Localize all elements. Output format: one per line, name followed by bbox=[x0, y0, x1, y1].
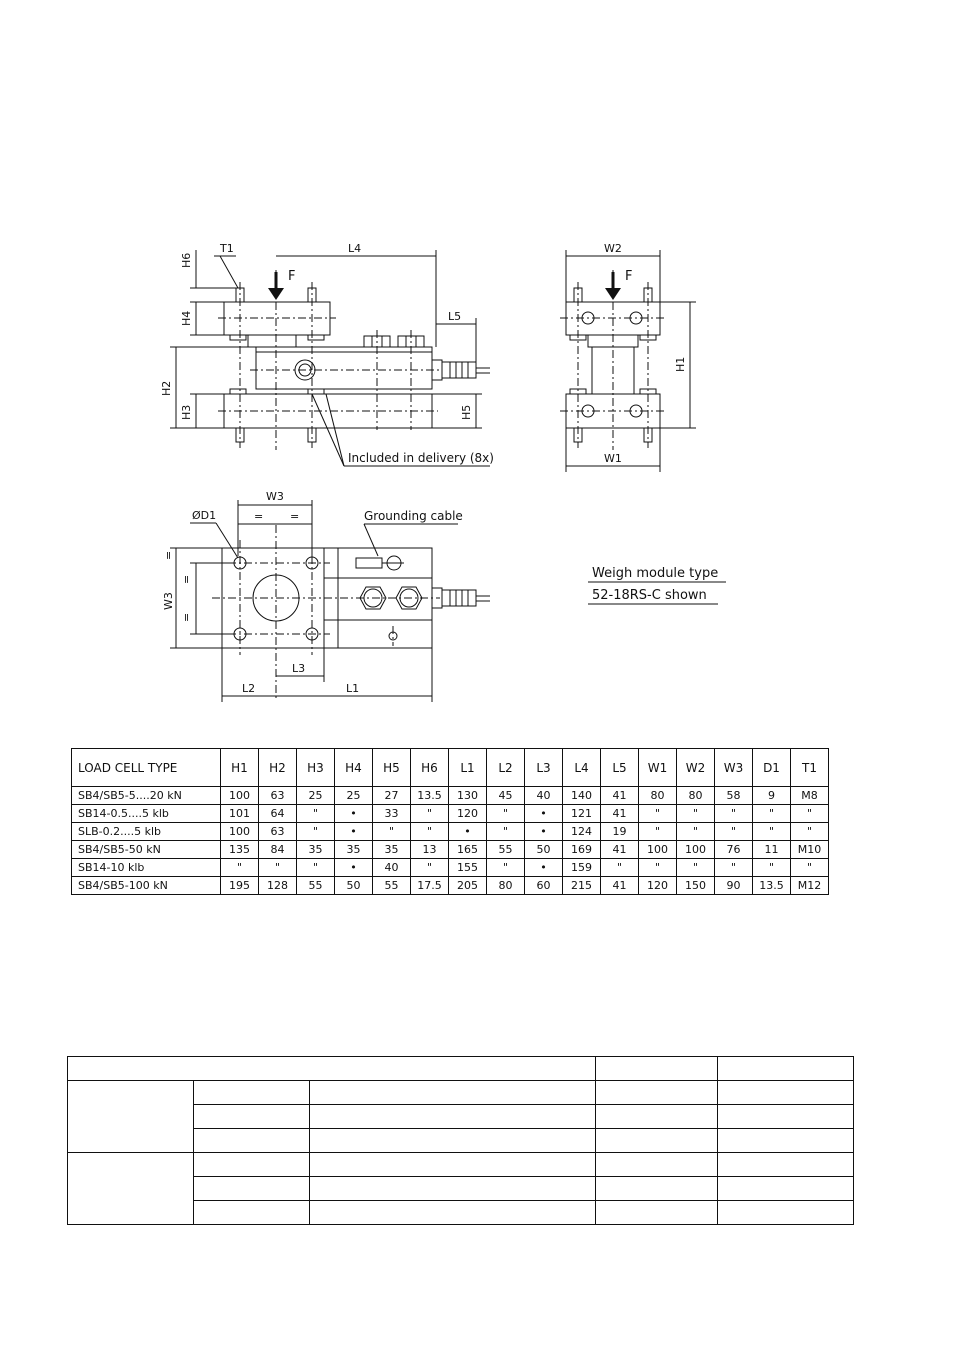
dimension-cell: 120 bbox=[639, 877, 677, 895]
dimension-cell: 41 bbox=[601, 787, 639, 805]
dimension-cell: 41 bbox=[601, 841, 639, 859]
dimension-cell: 215 bbox=[563, 877, 601, 895]
dimension-cell: 25 bbox=[335, 787, 373, 805]
dimension-cell: " bbox=[259, 859, 297, 877]
label-w3-side: W3 bbox=[162, 592, 175, 610]
table-cell bbox=[194, 1105, 310, 1129]
dimension-cell: 25 bbox=[297, 787, 335, 805]
label-l5: L5 bbox=[448, 310, 462, 323]
dimension-cell: " bbox=[753, 805, 791, 823]
table-cell bbox=[310, 1201, 596, 1225]
dimension-cell: " bbox=[373, 823, 411, 841]
label-h2: H2 bbox=[160, 380, 173, 396]
label-h5: H5 bbox=[460, 404, 473, 420]
dimension-cell: 45 bbox=[487, 787, 525, 805]
label-grounding: Grounding cable bbox=[364, 509, 463, 523]
table-cell bbox=[596, 1105, 718, 1129]
table-cell bbox=[310, 1177, 596, 1201]
table-cell bbox=[68, 1153, 194, 1225]
dimension-cell: " bbox=[715, 805, 753, 823]
table-cell bbox=[310, 1081, 596, 1105]
table-row bbox=[72, 877, 829, 895]
table-cell bbox=[596, 1057, 718, 1081]
dimension-cell: • bbox=[525, 823, 563, 841]
table-cell bbox=[194, 1081, 310, 1105]
dimension-cell: • bbox=[449, 823, 487, 841]
load-cell-type-cell: SB4/SB5-100 kN bbox=[72, 877, 221, 895]
dimension-cell: " bbox=[297, 823, 335, 841]
header-cell: H5 bbox=[373, 749, 411, 787]
table-cell bbox=[718, 1153, 854, 1177]
dimensions-header-row bbox=[72, 749, 829, 787]
table-cell bbox=[596, 1129, 718, 1153]
header-cell: H1 bbox=[221, 749, 259, 787]
dimension-cell: " bbox=[411, 805, 449, 823]
dimension-cell: 13.5 bbox=[753, 877, 791, 895]
dimension-cell: " bbox=[715, 859, 753, 877]
dimension-cell: 140 bbox=[563, 787, 601, 805]
dimension-cell: M10 bbox=[791, 841, 829, 859]
dimension-cell: " bbox=[487, 823, 525, 841]
dimension-cell: 17.5 bbox=[411, 877, 449, 895]
dimension-cell: • bbox=[525, 805, 563, 823]
dimension-cell: 11 bbox=[753, 841, 791, 859]
label-eq3: = bbox=[162, 550, 175, 560]
label-w3-top: W3 bbox=[266, 490, 284, 503]
dimensions-body bbox=[72, 787, 829, 895]
dimension-cell: 13.5 bbox=[411, 787, 449, 805]
front-view bbox=[170, 250, 490, 466]
header-cell: W1 bbox=[639, 749, 677, 787]
dimensions-table bbox=[71, 748, 829, 895]
dimension-cell: " bbox=[639, 805, 677, 823]
header-cell: L1 bbox=[449, 749, 487, 787]
dimension-cell: 40 bbox=[373, 859, 411, 877]
table-cell bbox=[194, 1153, 310, 1177]
table-cell bbox=[194, 1129, 310, 1153]
label-h4: H4 bbox=[180, 310, 193, 326]
dimension-cell: 150 bbox=[677, 877, 715, 895]
label-eq4: = bbox=[180, 574, 193, 584]
table-row bbox=[72, 805, 829, 823]
dimension-cell: 41 bbox=[601, 877, 639, 895]
dimension-cell: 63 bbox=[259, 787, 297, 805]
label-l3: L3 bbox=[292, 662, 306, 675]
dimension-cell: 35 bbox=[335, 841, 373, 859]
dimension-cell: " bbox=[677, 859, 715, 877]
dimension-cell: " bbox=[411, 859, 449, 877]
table-row bbox=[72, 859, 829, 877]
load-cell-type-cell: SB4/SB5-50 kN bbox=[72, 841, 221, 859]
table-cell bbox=[718, 1201, 854, 1225]
dimension-cell: " bbox=[297, 805, 335, 823]
label-h1: H1 bbox=[674, 356, 687, 372]
dimension-cell: " bbox=[791, 859, 829, 877]
dimension-cell: " bbox=[639, 859, 677, 877]
header-cell: H3 bbox=[297, 749, 335, 787]
label-included: Included in delivery (8x) bbox=[348, 451, 494, 465]
load-cell-type-cell: SB4/SB5-5....20 kN bbox=[72, 787, 221, 805]
table-row bbox=[68, 1081, 854, 1105]
label-l4: L4 bbox=[348, 242, 362, 255]
label-eq2: = bbox=[290, 510, 300, 523]
dimension-cell: " bbox=[601, 859, 639, 877]
table-cell bbox=[718, 1129, 854, 1153]
table-row bbox=[68, 1153, 854, 1177]
label-h3: H3 bbox=[180, 404, 193, 420]
table-cell bbox=[596, 1081, 718, 1105]
table-cell bbox=[68, 1057, 596, 1081]
dimension-cell: 165 bbox=[449, 841, 487, 859]
header-cell: L5 bbox=[601, 749, 639, 787]
dimension-cell: • bbox=[335, 823, 373, 841]
table-cell bbox=[596, 1201, 718, 1225]
dimension-cell: " bbox=[715, 823, 753, 841]
table-cell bbox=[596, 1153, 718, 1177]
dimension-cell: " bbox=[221, 859, 259, 877]
table-cell bbox=[718, 1081, 854, 1105]
label-l1: L1 bbox=[346, 682, 360, 695]
table-cell bbox=[718, 1105, 854, 1129]
label-w1: W1 bbox=[604, 452, 622, 465]
dimension-cell: 124 bbox=[563, 823, 601, 841]
dimension-cell: 41 bbox=[601, 805, 639, 823]
table-cell bbox=[310, 1105, 596, 1129]
table-cell bbox=[194, 1201, 310, 1225]
dimension-cell: 76 bbox=[715, 841, 753, 859]
header-cell: H2 bbox=[259, 749, 297, 787]
table-cell bbox=[194, 1177, 310, 1201]
table-cell bbox=[596, 1177, 718, 1201]
dimension-cell: 33 bbox=[373, 805, 411, 823]
header-cell: W2 bbox=[677, 749, 715, 787]
label-eq5: = bbox=[180, 612, 193, 622]
dimension-cell: " bbox=[639, 823, 677, 841]
label-f2: F bbox=[625, 269, 633, 284]
load-cell-type-cell: SB14-0.5....5 klb bbox=[72, 805, 221, 823]
blank-form-table bbox=[67, 1056, 854, 1225]
dimension-cell: 101 bbox=[221, 805, 259, 823]
dimension-cell: 205 bbox=[449, 877, 487, 895]
dimension-cell: M8 bbox=[791, 787, 829, 805]
dimension-cell: • bbox=[335, 859, 373, 877]
dimension-cell: • bbox=[525, 859, 563, 877]
header-cell: T1 bbox=[791, 749, 829, 787]
dimension-cell: " bbox=[411, 823, 449, 841]
dimension-cell: 35 bbox=[297, 841, 335, 859]
dimension-cell: 50 bbox=[525, 841, 563, 859]
caption-line1: Weigh module type bbox=[592, 566, 719, 581]
dimension-cell: " bbox=[677, 823, 715, 841]
dimension-cell: 19 bbox=[601, 823, 639, 841]
dimension-cell: 100 bbox=[639, 841, 677, 859]
label-t1: T1 bbox=[220, 242, 234, 255]
header-cell: L4 bbox=[563, 749, 601, 787]
dimension-cell: 121 bbox=[563, 805, 601, 823]
table-row bbox=[68, 1057, 854, 1081]
dimension-cell: 100 bbox=[677, 841, 715, 859]
dimension-cell: 55 bbox=[297, 877, 335, 895]
dimension-cell: 100 bbox=[221, 787, 259, 805]
label-w2: W2 bbox=[604, 242, 622, 255]
dimension-cell: 90 bbox=[715, 877, 753, 895]
load-cell-type-cell: SB14-10 klb bbox=[72, 859, 221, 877]
dimension-cell: " bbox=[487, 859, 525, 877]
header-cell: L3 bbox=[525, 749, 563, 787]
dimension-cell: 55 bbox=[487, 841, 525, 859]
table-cell bbox=[310, 1129, 596, 1153]
dimension-cell: 120 bbox=[449, 805, 487, 823]
header-cell: W3 bbox=[715, 749, 753, 787]
table-row bbox=[72, 841, 829, 859]
table-row bbox=[72, 823, 829, 841]
table-cell bbox=[310, 1153, 596, 1177]
dimension-cell: " bbox=[791, 823, 829, 841]
dimension-cell: 13 bbox=[411, 841, 449, 859]
dimension-cell: " bbox=[677, 805, 715, 823]
table-cell bbox=[718, 1057, 854, 1081]
dimension-cell: " bbox=[753, 823, 791, 841]
caption-line2: 52-18RS-C shown bbox=[592, 588, 707, 603]
dimension-cell: 55 bbox=[373, 877, 411, 895]
dimension-cell: M12 bbox=[791, 877, 829, 895]
dimension-cell: 58 bbox=[715, 787, 753, 805]
dimension-cell: " bbox=[297, 859, 335, 877]
dimension-cell: 50 bbox=[335, 877, 373, 895]
header-cell: H6 bbox=[411, 749, 449, 787]
dimension-cell: 35 bbox=[373, 841, 411, 859]
label-l2: L2 bbox=[242, 682, 256, 695]
dimension-cell: " bbox=[487, 805, 525, 823]
dimension-cell: 60 bbox=[525, 877, 563, 895]
label-h6: H6 bbox=[180, 252, 193, 268]
header-cell: L2 bbox=[487, 749, 525, 787]
dimension-cell: 64 bbox=[259, 805, 297, 823]
table-row bbox=[72, 787, 829, 805]
dimension-cell: 84 bbox=[259, 841, 297, 859]
label-eq1: = bbox=[254, 510, 264, 523]
header-cell: LOAD CELL TYPE bbox=[72, 749, 221, 787]
dimension-cell: 130 bbox=[449, 787, 487, 805]
table-cell bbox=[68, 1081, 194, 1153]
dimension-cell: 169 bbox=[563, 841, 601, 859]
header-cell: D1 bbox=[753, 749, 791, 787]
dimension-cell: • bbox=[335, 805, 373, 823]
dimension-cell: 80 bbox=[487, 877, 525, 895]
dimension-cell: 9 bbox=[753, 787, 791, 805]
dimension-cell: 135 bbox=[221, 841, 259, 859]
load-cell-type-cell: SLB-0.2....5 klb bbox=[72, 823, 221, 841]
table-cell bbox=[718, 1177, 854, 1201]
label-d1: ØD1 bbox=[192, 509, 217, 522]
dimension-cell: 159 bbox=[563, 859, 601, 877]
dimension-cell: " bbox=[753, 859, 791, 877]
dimension-cell: 27 bbox=[373, 787, 411, 805]
header-cell: H4 bbox=[335, 749, 373, 787]
dimension-cell: 155 bbox=[449, 859, 487, 877]
dimension-cell: 100 bbox=[221, 823, 259, 841]
dimension-cell: 195 bbox=[221, 877, 259, 895]
dimension-cell: 40 bbox=[525, 787, 563, 805]
dimension-cell: 80 bbox=[639, 787, 677, 805]
dimension-cell: 80 bbox=[677, 787, 715, 805]
dimension-cell: 63 bbox=[259, 823, 297, 841]
dimension-cell: 128 bbox=[259, 877, 297, 895]
label-f1: F bbox=[288, 269, 296, 284]
dimension-cell: " bbox=[791, 805, 829, 823]
